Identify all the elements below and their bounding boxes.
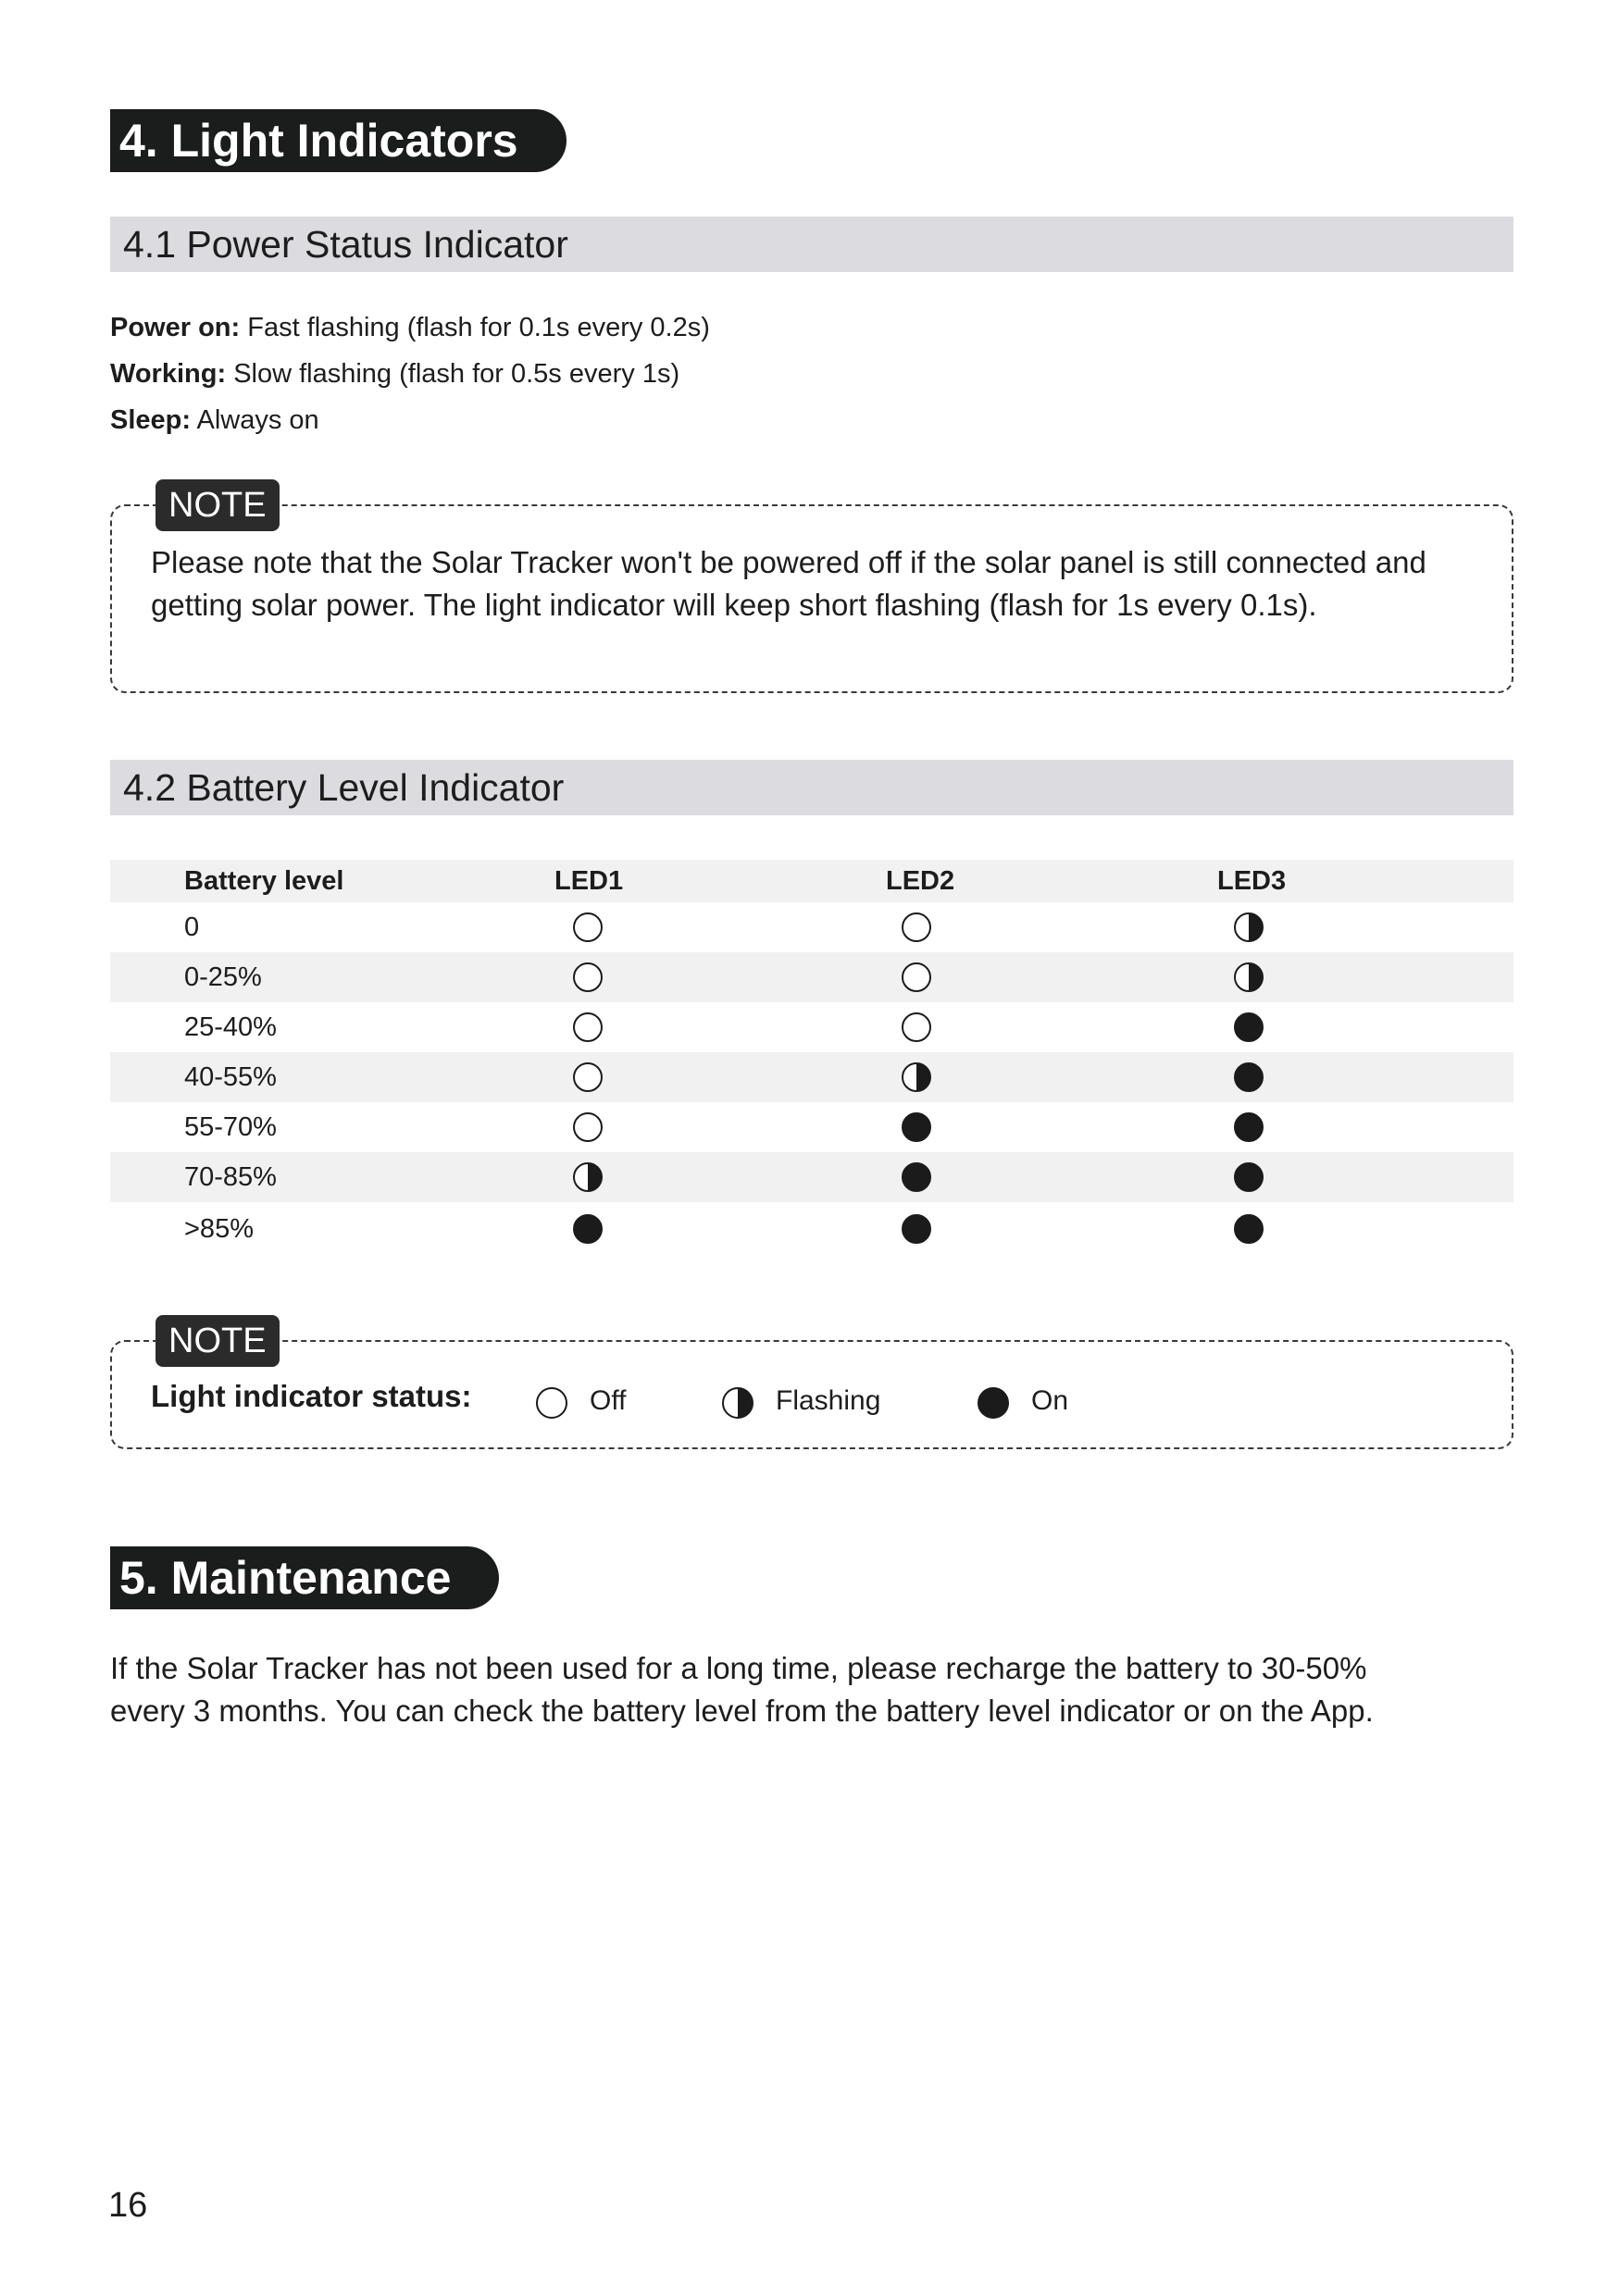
battery-level-cell: 0-25% [184, 962, 262, 992]
header-led3: LED3 [1217, 866, 1287, 896]
legend-flashing-icon [722, 1387, 753, 1419]
battery-level-cell: 40-55% [184, 1062, 277, 1092]
led1-off-indicator-icon [573, 1012, 603, 1042]
power-on-text: Fast flashing (flash for 0.1s every 0.2s) [247, 313, 710, 342]
power-note-text: Please note that the Solar Tracker won't be powered off if the solar panel is still connected and getting solar power. The light indicator will keep short flashing (flash for 1s every 0.1s). [151, 545, 1426, 622]
led1-off-indicator-icon [573, 1062, 603, 1092]
led2-on-indicator-icon [902, 1112, 931, 1142]
battery-level-table [110, 860, 1513, 1256]
led1-off-indicator-icon [573, 962, 603, 992]
led3-on-indicator-icon [1234, 1214, 1264, 1244]
led2-on-indicator-icon [902, 1214, 931, 1244]
table-row [110, 1152, 1513, 1202]
battery-level-cell: 70-85% [184, 1162, 277, 1192]
power-on-line [110, 309, 710, 346]
header-led1: LED1 [554, 866, 624, 896]
subsection-4-1-heading: 4.1 Power Status Indicator [110, 217, 1513, 272]
table-row [110, 1002, 1513, 1052]
led3-flash-indicator-icon [1234, 912, 1264, 942]
led3-on-indicator-icon [1234, 1012, 1264, 1042]
led3-on-indicator-icon [1234, 1162, 1264, 1192]
battery-level-cell: 0 [184, 912, 200, 942]
sleep-text: Always on [196, 405, 319, 435]
power-on-label: Power on: [110, 313, 241, 342]
battery-note-tag: NOTE [156, 1315, 280, 1367]
led2-off-indicator-icon [902, 1012, 931, 1042]
working-label: Working: [110, 359, 227, 389]
led1-off-indicator-icon [573, 1112, 603, 1142]
table-row [110, 1052, 1513, 1102]
led2-on-indicator-icon [902, 1162, 931, 1192]
table-header-row [110, 860, 1513, 902]
subsection-4-2-heading: 4.2 Battery Level Indicator [110, 760, 1513, 815]
legend-on-icon [978, 1387, 1009, 1419]
table-row [110, 1102, 1513, 1152]
led1-on-indicator-icon [573, 1214, 603, 1244]
battery-level-cell: 25-40% [184, 1012, 277, 1042]
working-line [110, 355, 679, 392]
led3-on-indicator-icon [1234, 1112, 1264, 1142]
led3-flash-indicator-icon [1234, 962, 1264, 992]
sleep-label: Sleep: [110, 405, 192, 435]
legend-off-text: Off [590, 1385, 627, 1416]
header-battery-level: Battery level [184, 866, 344, 896]
sleep-line [110, 402, 319, 439]
led2-off-indicator-icon [902, 962, 931, 992]
section-5-heading: 5. Maintenance [110, 1546, 499, 1609]
led2-off-indicator-icon [902, 912, 931, 942]
maintenance-text: If the Solar Tracker has not been used for a long time, please recharge the battery to 30-50% every 3 months. You can check the battery level from the battery level indicator or on the App. [110, 1651, 1374, 1728]
table-body [110, 902, 1513, 1256]
legend-label: Light indicator status: [151, 1379, 472, 1413]
legend-flashing-text: Flashing [776, 1385, 881, 1416]
working-text: Slow flashing (flash for 0.5s every 1s) [233, 359, 680, 389]
table-row [110, 1202, 1513, 1256]
table-row [110, 902, 1513, 952]
table-row [110, 952, 1513, 1002]
led1-off-indicator-icon [573, 912, 603, 942]
page-number: 16 [108, 2186, 148, 2225]
battery-level-cell: 55-70% [184, 1112, 277, 1142]
led2-flash-indicator-icon [902, 1062, 931, 1092]
led3-on-indicator-icon [1234, 1062, 1264, 1092]
section-4-heading: 4. Light Indicators [110, 109, 567, 172]
legend-off-icon [536, 1387, 567, 1419]
led1-flash-indicator-icon [573, 1162, 603, 1192]
battery-level-cell: >85% [184, 1214, 254, 1244]
legend-on-text: On [1031, 1385, 1069, 1416]
power-note-tag: NOTE [156, 479, 280, 531]
header-led2: LED2 [886, 866, 955, 896]
